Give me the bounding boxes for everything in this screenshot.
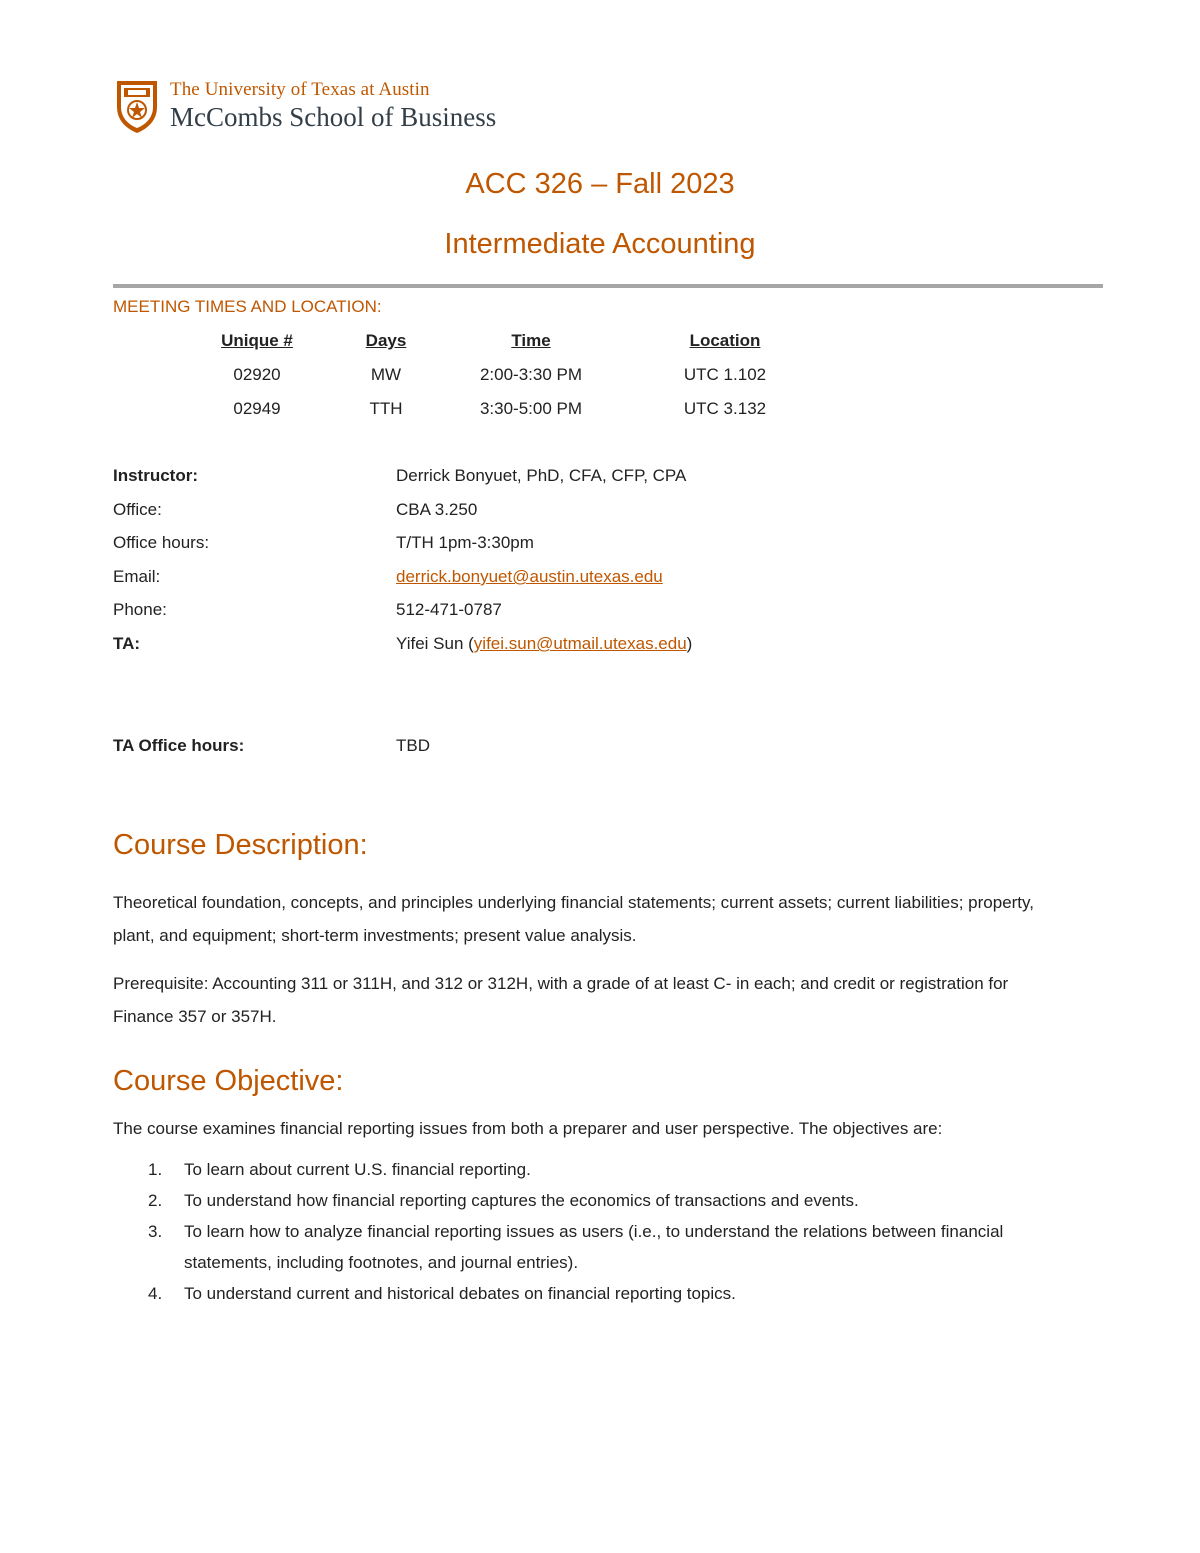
instructor-value: Derrick Bonyuet, PhD, CFA, CFP, CPA [396,466,687,485]
list-item [113,1278,1093,1309]
header-days: Days [365,331,407,350]
university-name: The University of Texas at Austin [170,78,430,100]
ta-row [113,633,1113,657]
list-item-text: To learn about current U.S. financial reporting. [184,1160,531,1179]
list-number: 1. [148,1160,163,1179]
email-row [113,566,1113,590]
office-value: CBA 3.250 [396,500,478,519]
office-hours-row [113,532,1113,556]
ut-seal-icon [113,77,161,135]
list-item-text: To learn how to analyze financial reporting issues as users (i.e., to understand the relations between financial statements, including footnotes, and journal entries). [184,1222,1004,1272]
course-title: ACC 326 – Fall 2023 [465,168,735,200]
instructor-email-link[interactable]: derrick.bonyuet@austin.utexas.edu [396,567,663,586]
cell-location: UTC 3.132 [683,399,767,418]
cell-unique: 02949 [233,399,281,418]
cell-days: TTH [369,399,403,418]
office-hours-value: T/TH 1pm-3:30pm [396,533,534,552]
instructor-label: Instructor: [113,466,198,485]
list-number: 3. [148,1222,163,1241]
school-name: McCombs School of Business [170,101,497,132]
list-number: 2. [148,1191,163,1210]
header-location: Location [689,331,761,350]
ta-hours-value: TBD [396,736,430,755]
ta-label: TA: [113,634,141,653]
phone-label: Phone: [113,600,167,619]
objective-intro: The course examines financial reporting issues from both a preparer and user perspective. The objectives are: [113,1119,943,1138]
table-header-row [0,330,1200,354]
phone-value: 512-471-0787 [396,600,502,619]
course-description-text: Theoretical foundation, concepts, and principles underlying financial statements; current assets; current liabilities; property, plant, and equipment; short-term investments; present value analysis. [113,893,1034,945]
ta-close-paren: ) [686,634,693,653]
list-item-text: To understand current and historical debates on financial reporting topics. [184,1284,736,1303]
header-time: Time [511,331,551,350]
course-subtitle: Intermediate Accounting [444,228,756,260]
header-unique: Unique # [221,331,293,350]
course-objective-heading: Course Objective: [113,1065,344,1097]
cell-location: UTC 1.102 [683,365,767,384]
ta-hours-row [113,735,1113,759]
office-label: Office: [113,500,162,519]
course-description-heading: Course Description: [113,829,368,861]
list-number: 4. [148,1284,163,1303]
cell-time: 2:00-3:30 PM [479,365,583,384]
school-logo [113,76,496,136]
list-item [113,1216,1093,1278]
objectives-list [113,1154,1093,1309]
email-label: Email: [113,567,161,586]
title-divider [113,284,1103,288]
instructor-row [113,465,1113,489]
list-item [113,1185,1093,1216]
list-item [113,1154,1093,1185]
ta-hours-label: TA Office hours: [113,736,245,755]
meeting-section-label: MEETING TIMES AND LOCATION: [113,297,382,316]
ta-name: Yifei Sun ( [396,634,474,653]
phone-row [113,599,1113,623]
table-row [0,364,1200,388]
office-hours-label: Office hours: [113,533,210,552]
cell-unique: 02920 [233,365,281,384]
prerequisite-text: Prerequisite: Accounting 311 or 311H, and 312 or 312H, with a grade of at least C- in each; and credit or registration for Finance 357 or 357H. [113,974,1009,1026]
office-row [113,499,1113,523]
table-row [0,398,1200,422]
ta-email-link[interactable]: yifei.sun@utmail.utexas.edu [473,634,687,653]
list-item-text: To understand how financial reporting captures the economics of transactions and events. [184,1191,859,1210]
cell-time: 3:30-5:00 PM [479,399,583,418]
cell-days: MW [370,365,402,384]
